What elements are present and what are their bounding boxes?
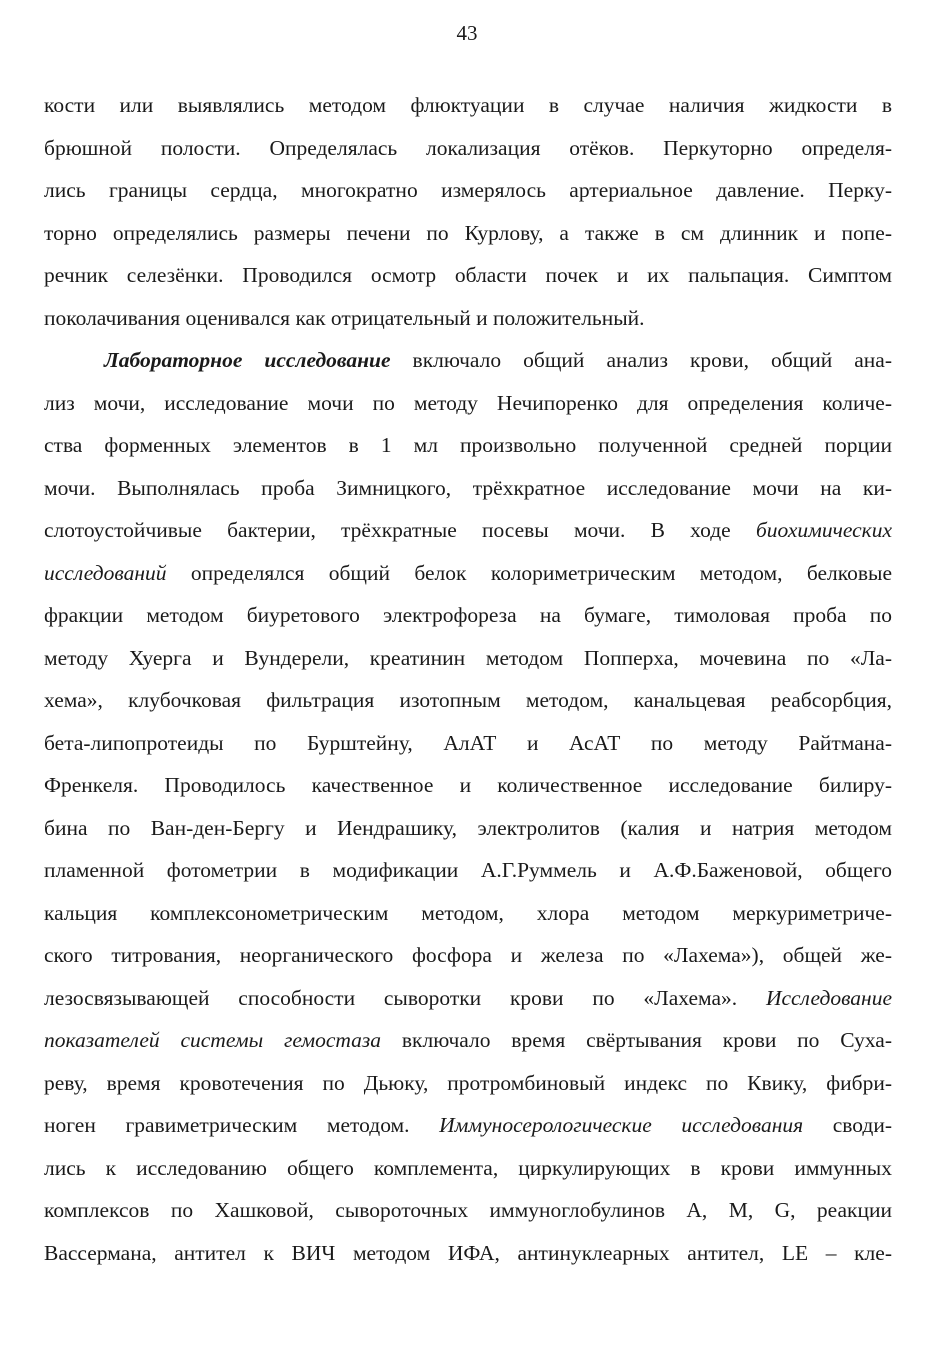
text-line: бина по Ван-ден-Бергу и Иендрашику, электролитов (калия и натрия методом [44,815,892,840]
text-line: Френкеля. Проводилось качественное и количественное исследование билиру- [44,773,892,797]
page-number: 43 [456,21,478,45]
text-fragment: слотоустойчивые бактерии, трёхкратные посевы мочи. В ходе [44,518,756,542]
text-fragment: включало общий анализ крови, общий ана- [390,348,892,372]
paragraph-examination [44,84,892,339]
text-fragment: лезосвязывающей способности сыворотки крови по «Лахема». [44,985,766,1010]
text-line: торно определялись размеры печени по Курлову, а также в см длинник и попе- [44,220,892,245]
text-line: реву, время кровотечения по Дьюку, протромбиновый индекс по Квику, фибри- [44,1070,892,1095]
text-line: методу Хуерга и Вундерели, креатинин методом Попперха, мочевина по «Ла- [44,645,892,670]
text-line: лись к исследованию общего комплемента, циркулирующих в крови иммунных [44,1155,892,1180]
italic-term: биохимических [755,518,892,542]
text-line: ства форменных элементов в 1 мл произвольно полученной средней порции [44,433,892,457]
text-fragment: ноген гравиметрическим методом. [44,1113,440,1137]
text-line: пламенной фотометрии в модификации А.Г.Руммель и А.Ф.Баженовой, общего [44,858,892,882]
text-line [44,1104,892,1147]
text-line [44,339,892,382]
text-fragment: включало время свёртывания крови по Суха- [381,1028,892,1052]
text-fragment: определялся общий белок колориметрическим методом, белковые [166,560,892,585]
italic-term: исследований [44,560,167,585]
text-line: бета-липопротеиды по Бурштейну, АлАТ и АсАТ по методу Райтмана- [44,730,892,755]
text-line: хема», клубочковая фильтрация изотопным методом, канальцевая реабсорбция, [44,688,892,712]
text-line: ского титрования, неорганического фосфора и железа по «Лахема»), общей же- [44,943,892,967]
text-line: лись границы сердца, многократно измерялось артериальное давление. Перку- [44,178,892,202]
italic-term: Исследование [765,985,892,1010]
text-line: фракции методом биуретового электрофореза на бумаге, тимоловая проба по [44,603,892,627]
paragraph-laboratory [44,339,892,1274]
text-line [44,552,892,595]
text-line: кости или выявлялись методом флюктуации в случае наличия жидкости в [44,93,892,117]
italic-term: показателей системы гемостаза [44,1028,382,1052]
text-line: поколачивания оценивался как отрицательный и положительный. [44,305,645,330]
text-line: Вассермана, антител к ВИЧ методом ИФА, антинуклеарных антител, LE – кле- [44,1240,892,1265]
text-line [44,509,892,552]
text-line: комплексов по Хашковой, сывороточных иммуноглобулинов А, М, G, реакции [44,1198,892,1222]
text-line: мочи. Выполнялась проба Зимницкого, трёхкратное исследование мочи на ки- [44,475,892,500]
italic-term: Иммуносерологические исследования [439,1113,804,1137]
text-line [44,1019,892,1062]
text-line [44,977,892,1020]
text-line: речник селезёнки. Проводился осмотр области почек и их пальпация. Симптом [44,263,892,287]
text-line: брюшной полости. Определялась локализация отёков. Перкуторно определя- [44,135,892,160]
text-fragment: своди- [803,1113,892,1137]
text-line: лиз мочи, исследование мочи по методу Нечипоренко для определения количе- [44,390,892,415]
text-line: кальция комплексонометрическим методом, хлора методом меркуриметриче- [44,900,892,925]
heading-laboratory-study: Лабораторное исследование [104,348,391,372]
